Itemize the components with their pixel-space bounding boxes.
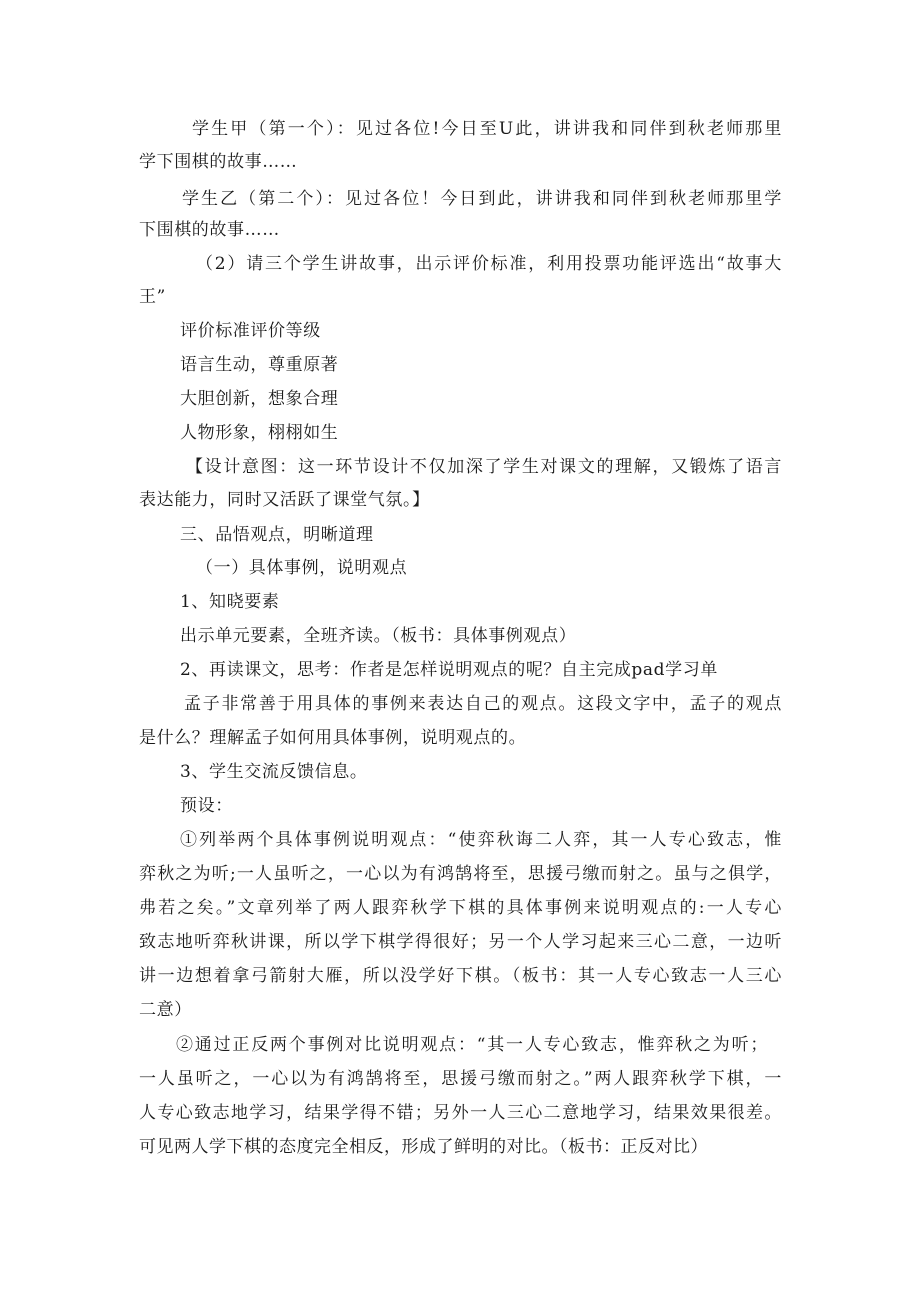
design-intent-line-2: 表达能力，同时又活跃了课堂气氛。】 [139,490,430,510]
subsection-heading-1: （一）具体事例，说明观点 [196,558,408,578]
criteria-item-language: 语言生动，尊重原著 [180,355,339,375]
preset-1-line-4: 致志地听弈秋讲课，所以学下棋学得很好；另一个人学习起来三心二意，一边听 [139,932,782,952]
preset-2-line-3: 人专心致志地学习，结果学得不错；另外一人三心二意地学习，结果效果很差。 [139,1103,782,1123]
step-2-heading: 2、再读课文，思考：作者是怎样说明观点的呢？自主完成pad学习单 [180,660,718,680]
paragraph-student-a-line-2: 学下围棋的故事…… [139,152,298,172]
preset-2-line-4: 可见两人学下棋的态度完全相反，形成了鲜明的对比。（板书：正反对比） [139,1137,708,1157]
mencius-paragraph-line-1: 孟子非常善于用具体的事例来表达自己的观点。这段文字中，孟子的观点 [184,694,782,714]
preset-1-line-5: 讲一边想着拿弓箭射大雁，所以没学好下棋。（板书：其一人专心致志一人三心 [139,966,782,986]
preset-1-line-1: ①列举两个具体事例说明观点：“使弈秋诲二人弈，其一人专心致志，惟 [180,830,782,850]
preset-1-line-3: 弗若之矣。”文章列举了两人跟弈秋学下棋的具体事例来说明观点的:一人专心 [139,898,782,918]
preset-2-line-1: ②通过正反两个事例对比说明观点：“其一人专心致志，惟弈秋之为听； [176,1035,768,1055]
mencius-paragraph-line-2: 是什么？理解孟子如何用具体事例，说明观点的。 [139,728,527,748]
design-intent-line-1: 【设计意图：这一环节设计不仅加深了学生对课文的理解，又锻炼了语言 [186,457,782,477]
preset-2-line-2: 一人虽听之，一心以为有鸿鹄将至，思援弓缴而射之。”两人跟弈秋学下棋，一 [139,1069,782,1089]
step-1-heading: 1、知晓要素 [180,592,280,612]
criteria-item-character: 人物形象，栩栩如生 [180,423,339,443]
criteria-header: 评价标准评价等级 [180,321,321,341]
step-3-heading: 3、学生交流反馈信息。 [180,762,368,782]
paragraph-student-b-line-2: 下围棋的故事…… [139,220,280,240]
criteria-item-creativity: 大胆创新，想象合理 [180,389,339,409]
preset-1-line-6: 二意） [139,1000,192,1020]
section-heading-3: 三、品悟观点，明晰道理 [180,525,374,545]
paragraph-story-contest-line-1: （2）请三个学生讲故事，出示评价标准，利用投票功能评选出“故事大 [196,254,782,274]
step-1-body: 出示单元要素，全班齐读。（板书：具体事例观点） [180,626,577,646]
paragraph-student-b-line-1: 学生乙（第二个）：见过各位！今日到此，讲讲我和同伴到秋老师那里学 [182,189,782,209]
preset-1-line-2: 弈秋之为听;一人虽听之，一心以为有鸿鹄将至，思援弓缴而射之。虽与之俱学， [139,864,782,884]
paragraph-student-a-line-1: 学生甲（第一个）：见过各位!今日至U此，讲讲我和同伴到秋老师那里 [192,119,782,139]
paragraph-story-contest-line-2: 王” [139,287,166,307]
preset-label: 预设： [180,796,233,816]
